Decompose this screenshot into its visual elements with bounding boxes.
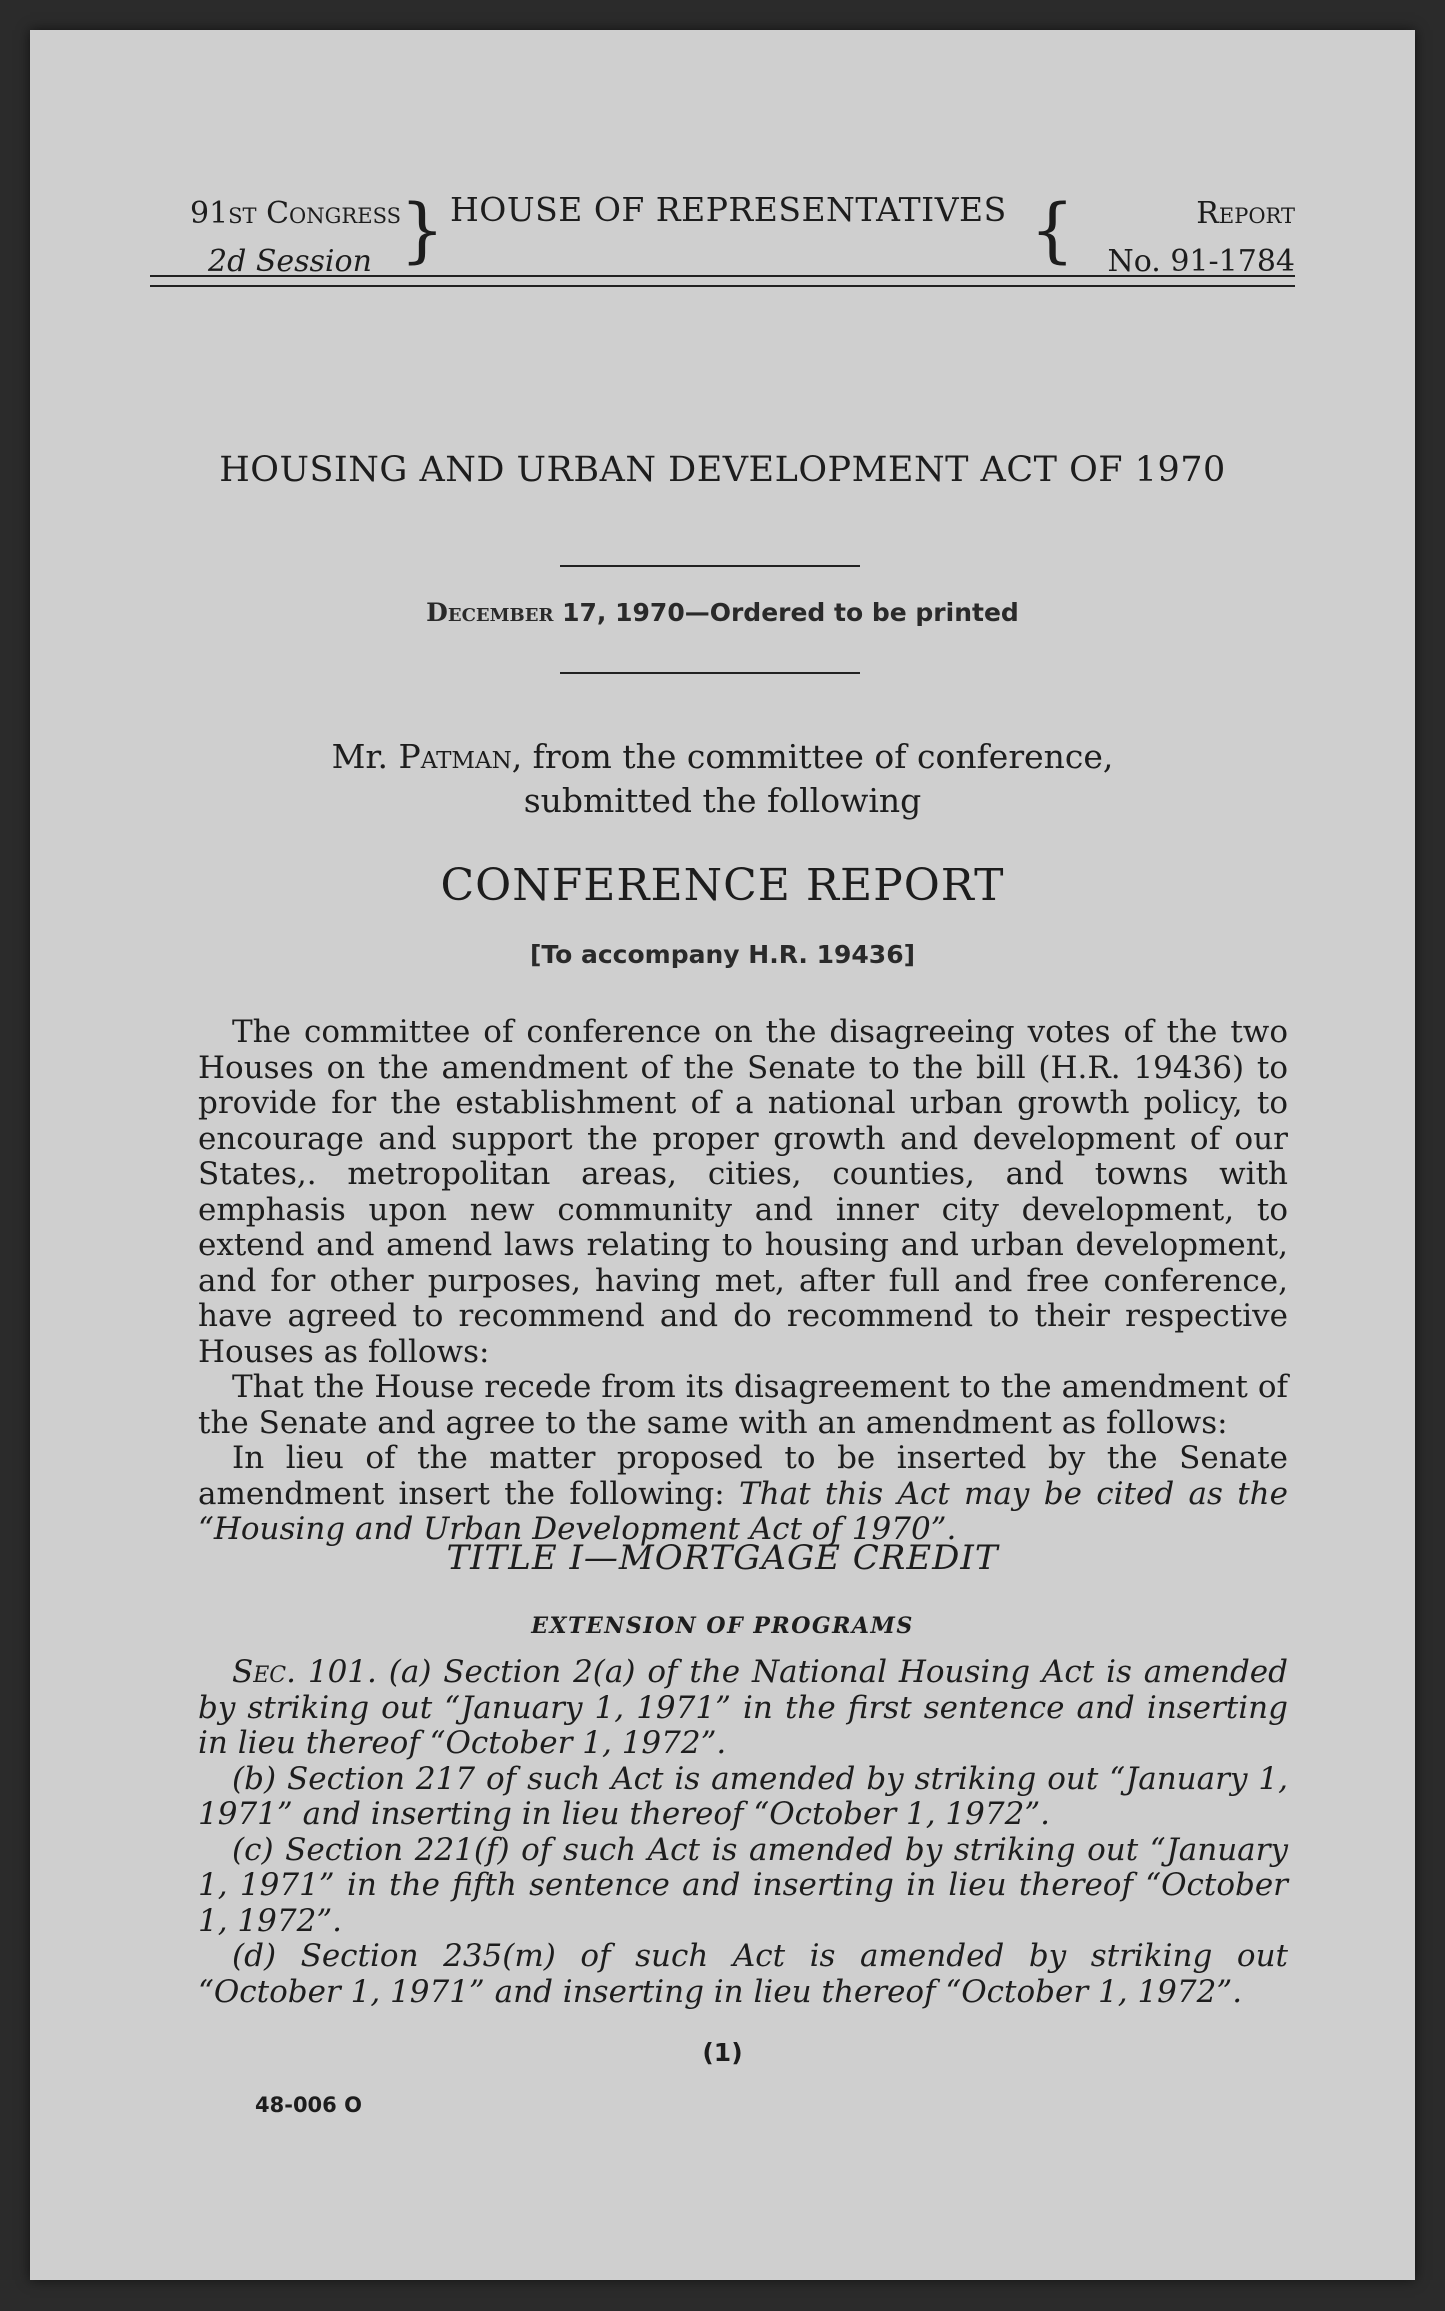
submitter-prefix: Mr.: [331, 737, 399, 776]
submitted-line-1: [30, 735, 1415, 779]
submitted-by: [30, 735, 1415, 823]
body-text: [198, 1015, 1288, 1548]
section-a: [198, 1655, 1288, 1762]
body-p3-italic: That this Act may be cited as the “Housing and Urban Development Act of 1970”.: [198, 1475, 1288, 1547]
divider-top: [560, 565, 860, 567]
section-label: Sec. 101.: [232, 1654, 377, 1690]
document-page: [30, 30, 1415, 2280]
congress-label: 91st Congress: [190, 196, 401, 231]
report-info: [1107, 190, 1295, 286]
sections-text: [198, 1655, 1288, 2010]
body-paragraph-1: The committee of conference on the disagreeing votes of the two Houses on the amendment of the Senate to the bill (H.R. 19436) to provide for the establishment of a national urban growth policy, to encourage and support the proper growth and development of our States,. metropolitan areas, cities, counties, and towns with emphasis upon new community and inner city development, to extend and amend laws relating to housing and urban development, and for other purposes, having met, after full and free conference, have agreed to recommend and do recommend to their respective Houses as follows:: [198, 1014, 1288, 1370]
ordered-date-caps: December: [426, 598, 554, 627]
report-number: No. 91-1784: [1107, 244, 1295, 279]
report-label: Report: [1196, 196, 1295, 231]
section-b: (b) Section 217 of such Act is amended by striking out “January 1, 1971” and inserting in lieu thereof “October 1, 1972”.: [198, 1760, 1288, 1832]
header-double-rule: [150, 275, 1295, 287]
page-number: (1): [702, 2038, 743, 2067]
section-d: (d) Section 235(m) of such Act is amended by striking out “October 1, 1971” and inserting in lieu thereof “October 1, 1972”.: [198, 1938, 1288, 2010]
body-paragraph-3: [198, 1441, 1288, 1548]
section-c: (c) Section 221(f) of such Act is amended by striking out “January 1, 1971” in the fifth sentence and inserting in lieu thereof “October 1, 1972”.: [198, 1831, 1288, 1939]
congress-session: [190, 190, 401, 286]
report-header: [150, 160, 1295, 279]
section-subheading: EXTENSION OF PROGRAMS: [531, 1613, 914, 1639]
ordered-line: [30, 598, 1415, 627]
accompany-note: [To accompany H.R. 19436]: [529, 940, 916, 969]
right-brace-icon: }: [400, 189, 445, 271]
conference-report-title: CONFERENCE REPORT: [440, 860, 1005, 911]
body-p3-plain: In lieu of the matter proposed to be inserted by the Senate amendment insert the following:: [198, 1440, 1288, 1512]
page-content: [30, 30, 1415, 2280]
left-brace-icon: {: [1030, 189, 1075, 271]
title-heading: TITLE I—MORTGAGE CREDIT: [446, 1538, 999, 1578]
session-label: 2d Session: [208, 244, 372, 279]
section-a-text: (a) Section 2(a) of the National Housing Act is amended by striking out “January 1, 1971” in the first sentence and inserting in lieu thereof “October 1, 1972”.: [198, 1654, 1288, 1761]
ordered-date-rest: 17, 1970—Ordered to be printed: [553, 598, 1019, 627]
divider-bottom: [560, 672, 860, 674]
submitted-line1-rest: , from the committee of conference,: [511, 737, 1114, 776]
print-code: 48-006 O: [255, 2093, 362, 2117]
act-title: HOUSING AND URBAN DEVELOPMENT ACT OF 1970: [219, 450, 1226, 490]
submitter-name: Patman: [398, 737, 512, 776]
chamber-name: HOUSE OF REPRESENTATIVES: [450, 190, 1007, 229]
submitted-line-2: submitted the following: [523, 781, 922, 820]
body-paragraph-2: That the House recede from its disagreement to the amendment of the Senate and agree to the same with an amendment as follows:: [198, 1369, 1288, 1441]
